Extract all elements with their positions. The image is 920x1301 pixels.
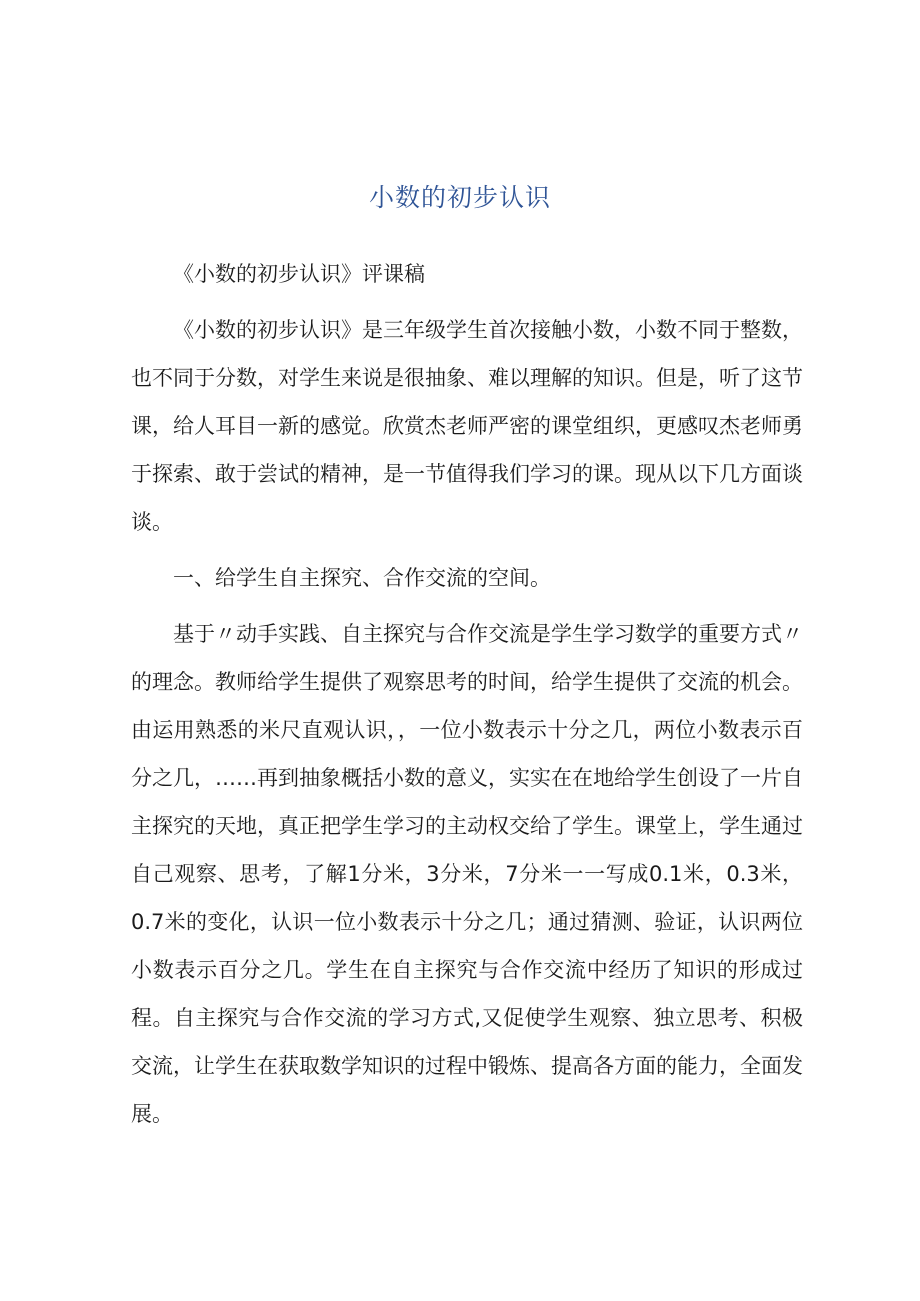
paragraph-subtitle: 《小数的初步认识》评课稿 xyxy=(173,262,425,286)
paragraph-section-body: 基于〃动手实践、自主探究与合作交流是学生学习数学的重要方式〃的理念。教师给学生提供了观察思考的时间，给学生提供了交流的机会。由运用熟悉的米尺直观认识，，一位小数表示十分之几，两位小数表示百分之几，……再到抽象概括小数的意义，实实在在地给学生创设了一片自主探究的天地，真正把学生学习的主动权交给了学生。课堂上，学生通过自己观察、思考，了解1分米，3分米，7分米一一写成0.1米，0.3米，0.7米的变化，认识一位小数表示十分之几；通过猜测、验证，认识两位小数表示百分之几。学生在自主探究与合作交流中经历了知识的形成过程。自主探究与合作交流的学习方式,又促使学生观察、独立思考、积极交流，让学生在获取数学知识的过程中锻炼、提高各方面的能力，全面发展。 xyxy=(131,622,803,1126)
document-title: 小数的初步认识 xyxy=(368,183,551,212)
paragraph-intro: 《小数的初步认识》是三年级学生首次接触小数，小数不同于整数，也不同于分数，对学生来说是很抽象、难以理解的知识。但是，听了这节课，给人耳目一新的感觉。欣赏杰老师严密的课堂组织，更感叹杰老师勇于探索、敢于尝试的精神，是一节值得我们学习的课。现从以下几方面谈谈。 xyxy=(131,318,803,534)
paragraph-section-heading: 一、给学生自主探究、合作交流的空间。 xyxy=(173,566,551,590)
document-body xyxy=(131,250,803,1146)
